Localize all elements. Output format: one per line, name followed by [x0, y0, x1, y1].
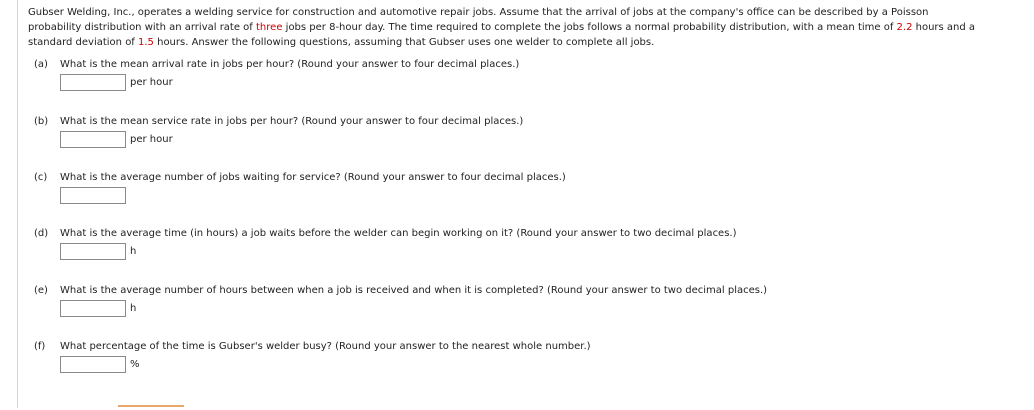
unit-label-d: h	[125, 243, 136, 260]
intro-text: Gubser Welding, Inc., operates a welding service for construction and automotive repair jobs. Assume that the arrival of jobs at the company's office can be described by a Poisson	[28, 7, 929, 18]
question-letter: (f)	[34, 341, 46, 352]
unit-label-f: %	[125, 356, 140, 373]
intro-text: hours and a	[912, 22, 976, 33]
left-border	[17, 0, 18, 408]
intro-text: standard deviation of	[28, 37, 139, 48]
intro-text: probability distribution with an arrival rate of	[28, 22, 257, 33]
problem-statement	[28, 5, 1028, 50]
answer-input-e[interactable]	[60, 300, 126, 317]
unit-label-e: h	[125, 300, 136, 317]
answer-input-b[interactable]	[60, 131, 126, 148]
std-dev-value: 1.5	[138, 37, 154, 48]
question-letter: (a)	[34, 59, 48, 70]
question-text: What is the average time (in hours) a job waits before the welder can begin working on it? (Round your answer to two decimal places.)	[60, 228, 737, 239]
question-letter: (c)	[34, 172, 48, 183]
intro-text: hours. Answer the following questions, assuming that Gubser uses one welder to complete all jobs.	[153, 37, 655, 48]
intro-text: jobs per 8-hour day. The time required to complete the jobs follows a normal probability distribution, with a mean time of	[282, 22, 897, 33]
question-letter: (b)	[34, 116, 49, 127]
answer-input-d[interactable]	[60, 243, 126, 260]
question-letter: (e)	[34, 285, 48, 296]
unit-label-a: per hour	[125, 74, 173, 91]
mean-time-value: 2.2	[896, 22, 913, 33]
intro-line-2	[28, 20, 1028, 35]
answer-input-c[interactable]	[60, 187, 126, 204]
question-text: What is the mean service rate in jobs per hour? (Round your answer to four decimal places.)	[60, 116, 524, 127]
answer-input-f[interactable]	[60, 356, 126, 373]
arrival-jobs-value: three	[256, 22, 283, 33]
question-letter: (d)	[34, 228, 49, 239]
question-text: What percentage of the time is Gubser's welder busy? (Round your answer to the nearest whole number.)	[60, 341, 591, 352]
answer-input-a[interactable]	[60, 74, 126, 91]
question-text: What is the average number of jobs waiting for service? (Round your answer to four decimal places.)	[60, 172, 566, 183]
question-text: What is the average number of hours between when a job is received and when it is completed? (Round your answer to two decimal places.)	[60, 285, 768, 296]
intro-line-1	[28, 5, 1028, 20]
unit-label-b: per hour	[125, 131, 173, 148]
question-text: What is the mean arrival rate in jobs per hour? (Round your answer to four decimal places.)	[60, 59, 520, 70]
intro-line-3	[28, 35, 1028, 50]
